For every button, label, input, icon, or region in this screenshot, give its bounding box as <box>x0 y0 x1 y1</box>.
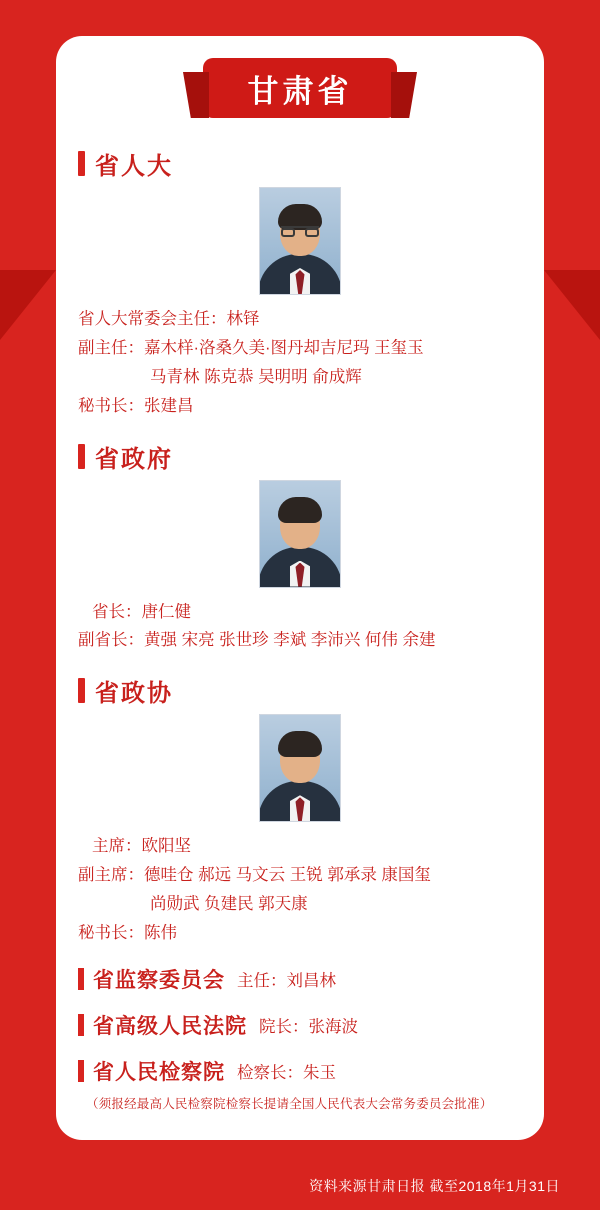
official-names: 主任：刘昌林 <box>237 971 336 990</box>
footnote: （须报经最高人民检察院检察长提请全国人民代表大会常务委员会批准） <box>86 1096 493 1111</box>
info-card <box>56 36 544 1140</box>
official-names: 院长：张海波 <box>259 1017 358 1036</box>
section-header <box>78 146 522 181</box>
section-header <box>78 673 522 708</box>
role-label: 副主席： <box>78 866 144 885</box>
background-notch-right <box>544 270 600 340</box>
section-marker-icon <box>78 151 85 176</box>
section-title: 省人大 <box>95 153 173 180</box>
role-label: 省人大常委会主任： <box>78 310 227 328</box>
official-names: 嘉木样·洛桑久美·图丹却吉尼玛 王玺玉 <box>144 338 424 357</box>
role-label: 主席： <box>92 837 142 856</box>
section-provincial-government <box>56 439 544 656</box>
section-marker-icon <box>78 1060 84 1082</box>
officials-row <box>78 890 522 919</box>
official-names: 林铎 <box>226 310 260 328</box>
official-names: 尚勋武 负建民 郭天康 <box>150 895 308 913</box>
officials-row <box>78 861 522 890</box>
section-marker-icon <box>78 678 85 703</box>
background-notch-left <box>0 270 56 340</box>
portrait-wrapper <box>78 714 522 822</box>
officials-row <box>78 392 522 421</box>
section-title: 省人民检察院 <box>93 1060 225 1084</box>
role-label: 副省长： <box>78 631 144 650</box>
section-supervisory-commission <box>56 964 544 994</box>
official-names: 欧阳坚 <box>141 837 191 856</box>
officials-row <box>78 334 522 363</box>
section-title: 省监察委员会 <box>93 968 225 992</box>
portrait-wrapper <box>78 187 522 295</box>
official-portrait-photo <box>259 714 341 822</box>
section-title: 省政协 <box>95 680 173 708</box>
section-marker-icon <box>78 968 84 990</box>
portrait-wrapper <box>78 480 522 588</box>
role-label: 秘书长： <box>78 923 144 942</box>
officials-row <box>78 363 522 392</box>
official-names: 黄强 宋亮 张世珍 李斌 李沛兴 何伟 余建 <box>144 631 436 650</box>
section-marker-icon <box>78 1014 84 1036</box>
source-footer: 资料来源甘肃日报 截至2018年1月31日 <box>309 1178 560 1194</box>
officials-row <box>78 626 522 655</box>
section-title: 省政府 <box>95 445 173 473</box>
official-names: 德哇仓 郝远 马文云 王锐 郭承录 康国玺 <box>144 866 431 885</box>
official-portrait-photo <box>259 187 341 295</box>
section-provincial-peoples-congress <box>56 146 544 421</box>
section-marker-icon <box>78 444 85 469</box>
role-label: 副主任： <box>78 338 144 357</box>
section-header <box>78 439 522 474</box>
card-content <box>56 36 544 1112</box>
official-portrait-photo <box>259 480 341 588</box>
officials-row <box>78 919 522 948</box>
role-label: 秘书长： <box>78 396 144 415</box>
official-names: 唐仁健 <box>141 602 191 621</box>
page-title: 甘肃省 <box>203 58 397 118</box>
section-peoples-procuratorate <box>56 1056 544 1086</box>
official-names: 陈伟 <box>144 923 177 942</box>
section-high-peoples-court <box>56 1010 544 1040</box>
officials-row <box>78 305 522 334</box>
official-names: 马青林 陈克恭 吴明明 俞成辉 <box>150 367 362 386</box>
role-label: 省长： <box>92 602 142 621</box>
official-names: 张建昌 <box>144 396 194 415</box>
section-provincial-cppcc <box>56 673 544 948</box>
officials-row <box>78 598 522 627</box>
section-title: 省高级人民法院 <box>93 1014 247 1038</box>
officials-row <box>78 832 522 861</box>
official-names: 检察长：朱玉 <box>237 1063 336 1082</box>
